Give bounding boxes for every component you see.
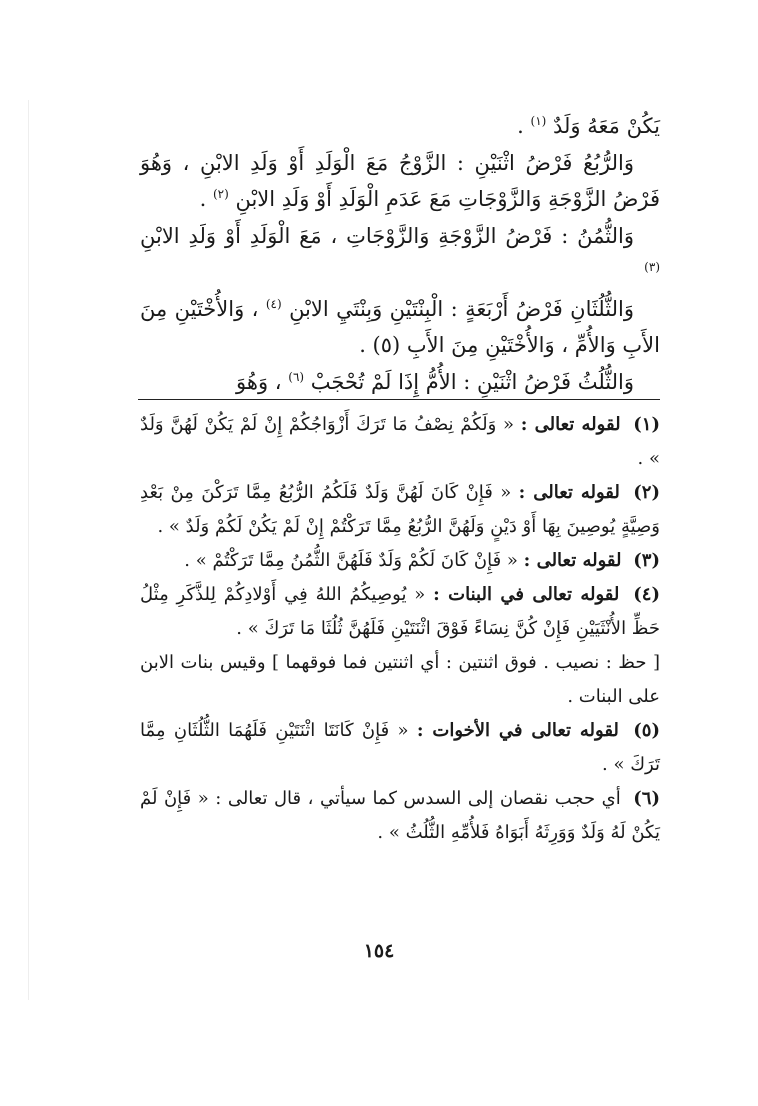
footnote-1-text: « وَلَكُمْ نِصْفُ مَا تَرَكَ أَزْوَاجُكُمْ إِنْ لَمْ يَكُنْ لَهُنَّ وَلَدٌ » . xyxy=(140,414,660,469)
main-line-5 xyxy=(140,364,660,401)
main-line-4-text: وَالثُّلُثَانِ فَرْضُ أَرْبَعَةٍ : الْبِنْتَيْنِ وَبِنْتَيِ الابْنِ xyxy=(289,296,634,321)
page-number: ١٥٤ xyxy=(363,940,395,962)
main-line-2-tail: . xyxy=(199,187,207,211)
footnote-6-text: أي حجب نقصان إلى السدس كما سيأتي ، قال تعالى : « فَإِنْ لَمْ يَكُنْ لَهُ وَلَدٌ وَوَرِثَهُ أَبَوَاهُ فَلأُمِّهِ الثُّلُثُ » . xyxy=(140,788,660,843)
footnote-3-number: (٣) xyxy=(633,550,660,571)
footnote-4 xyxy=(140,578,660,646)
main-line-5-text: وَالثُّلُثُ فَرْضُ اثْنَيْنِ : الأُمُّ إِذَا لَمْ تُحْجَبْ xyxy=(310,369,634,394)
footnote-ref-4: (٤) xyxy=(265,296,282,311)
main-line-2-text: وَالرُّبُعُ فَرْضُ اثْنَيْنِ : الزَّوْجُ مَعَ الْوَلَدِ أَوْ وَلَدِ الابْنِ ، وَهُوَ فَرْضُ الزَّوْجَةِ وَالزَّوْجَاتِ مَعَ عَدَمِ الْوَلَدِ أَوْ وَلَدِ الابْنِ xyxy=(140,150,660,211)
footnote-5-number: (٥) xyxy=(633,720,660,741)
footnote-2-text: « فَإِنْ كَانَ لَهُنَّ وَلَدٌ فَلَكُمُ الرُّبُعُ مِمَّا تَرَكْنَ مِنْ بَعْدِ وَصِيَّةٍ يُوصِينَ بِهَا أَوْ دَيْنٍ وَلَهُنَّ الرُّبُعُ مِمَّا تَرَكْتُمْ إِنْ لَمْ يَكُنْ لَكُمْ وَلَدٌ » . xyxy=(140,482,660,537)
main-line-4-tail: ، وَالأُخْتَيْنِ مِنَ الأَبِ وَالأُمِّ ، وَالأُخْتَيْنِ مِنَ الأَبِ (٥) . xyxy=(140,296,660,357)
footnote-1-number: (١) xyxy=(633,414,660,435)
footnote-4-text: « يُوصِيكُمُ اللهُ فِي أَوْلادِكُمْ لِلذَّكَرِ مِثْلُ حَظِّ الأُنْثَيَيْنِ فَإِنْ كُنَّ نِسَاءً فَوْقَ اثْنَتَيْنِ فَلَهُنَّ ثُلُثَا مَا تَرَكَ » . xyxy=(140,584,660,639)
footnote-ref-3: (٣) xyxy=(644,260,660,274)
footnote-ref-2: (٢) xyxy=(212,187,229,201)
footnote-4-gloss-text: [ حظ : نصيب . فوق اثنتين : أي اثنتين فما فوقهما ] وقيس بنات الابن على البنات . xyxy=(140,652,660,707)
main-line-4 xyxy=(140,291,660,364)
footnote-ref-1: (١) xyxy=(530,114,547,128)
main-line-2 xyxy=(140,145,660,218)
page-edge-shadow xyxy=(28,100,29,1000)
footnote-4-label: لقوله تعالى في البنات : xyxy=(433,584,620,605)
main-line-3-text: وَالثُّمُنُ : فَرْضُ الزَّوْجَةِ وَالزَّوْجَاتِ ، مَعَ الْوَلَدِ أَوْ وَلَدِ الابْنِ xyxy=(140,223,634,248)
footnote-4-gloss xyxy=(140,646,660,714)
main-line-5-tail: ، وَهُوَ xyxy=(236,369,282,394)
footnote-4-number: (٤) xyxy=(633,584,660,605)
footnote-1-label: لقوله تعالى : xyxy=(520,414,621,435)
main-line-3 xyxy=(140,218,660,291)
main-line-1-text: يَكُنْ مَعَهُ وَلَدٌ xyxy=(553,114,660,138)
footnotes xyxy=(140,408,660,850)
footnote-2-label: لقوله تعالى : xyxy=(518,482,620,503)
footnote-6-number: (٦) xyxy=(633,788,660,809)
footnote-5 xyxy=(140,714,660,782)
footnote-5-text: « فَإِنْ كَانَتَا اثْنَتَيْنِ فَلَهُمَا الثُّلُثَانِ مِمَّا تَرَكَ » . xyxy=(140,720,660,775)
footnote-2 xyxy=(140,476,660,544)
footnote-6 xyxy=(140,782,660,850)
main-line-1 xyxy=(140,108,660,145)
main-line-1-tail: . xyxy=(517,114,524,138)
footnote-2-number: (٢) xyxy=(633,482,660,503)
footnote-1 xyxy=(140,408,660,476)
main-text xyxy=(140,108,660,400)
footnote-ref-6: (٦) xyxy=(288,369,305,384)
footnote-3-label: لقوله تعالى : xyxy=(523,550,622,571)
footnote-5-label: لقوله تعالى في الأخوات : xyxy=(416,720,619,741)
footnote-divider xyxy=(138,399,660,400)
footnote-3 xyxy=(140,544,660,578)
footnote-3-text: « فَإِنْ كَانَ لَكُمْ وَلَدٌ فَلَهُنَّ الثُّمُنُ مِمَّا تَرَكْتُمْ » . xyxy=(184,550,518,571)
